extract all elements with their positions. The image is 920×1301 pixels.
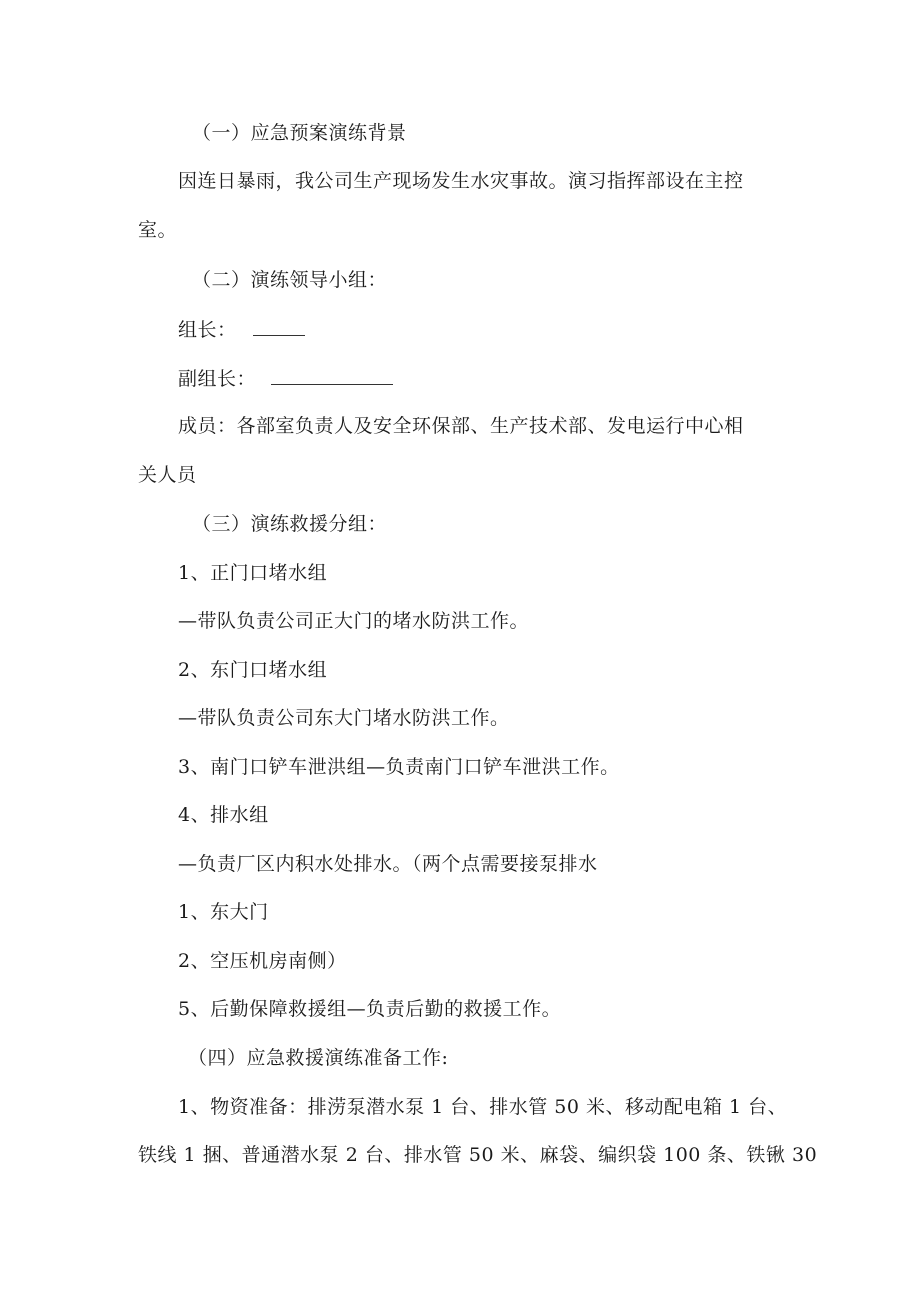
section3-heading: （三）演练救援分组： bbox=[192, 513, 388, 535]
deputy-blank-line bbox=[271, 366, 393, 385]
group4-point2: 2、空压机房南侧） bbox=[178, 950, 347, 972]
members-line2: 关人员 bbox=[138, 464, 197, 486]
section2-heading: （二）演练领导小组： bbox=[192, 269, 388, 291]
group4-point1: 1、东大门 bbox=[178, 901, 269, 923]
leader-label: 组长： bbox=[178, 319, 237, 341]
group1-title: 1、正门口堵水组 bbox=[178, 562, 328, 584]
section4-heading: （四）应急救援演练准备工作: bbox=[188, 1047, 449, 1069]
section1-body-line2: 室。 bbox=[138, 219, 178, 241]
materials-line2: 铁线 1 捆、普通潜水泵 2 台、排水管 50 米、麻袋、编织袋 100 条、铁锹 30 bbox=[138, 1144, 818, 1166]
group4-desc: —负责厂区内积水处排水。（两个点需要接泵排水 bbox=[178, 853, 598, 875]
deputy-row bbox=[178, 366, 393, 391]
members-line1: 成员：各部室负责人及安全环保部、生产技术部、发电运行中心相 bbox=[178, 415, 744, 437]
group4-title: 4、排水组 bbox=[178, 804, 269, 826]
group3: 3、南门口铲车泄洪组—负责南门口铲车泄洪工作。 bbox=[178, 756, 620, 778]
materials-line1: 1、物资准备：排涝泵潜水泵 1 台、排水管 50 米、移动配电箱 1 台、 bbox=[178, 1096, 788, 1118]
section1-body-line1: 因连日暴雨，我公司生产现场发生水灾事故。演习指挥部设在主控 bbox=[178, 170, 744, 192]
deputy-label: 副组长： bbox=[178, 368, 257, 390]
leader-row bbox=[178, 317, 305, 342]
section1-heading: （一）应急预案演练背景 bbox=[192, 122, 407, 144]
group2-title: 2、东门口堵水组 bbox=[178, 659, 328, 681]
leader-blank-line bbox=[253, 317, 305, 336]
group5: 5、后勤保障救援组—负责后勤的救援工作。 bbox=[178, 998, 562, 1020]
group2-desc: —带队负责公司东大门堵水防洪工作。 bbox=[178, 707, 510, 729]
group1-desc: —带队负责公司正大门的堵水防洪工作。 bbox=[178, 610, 530, 632]
